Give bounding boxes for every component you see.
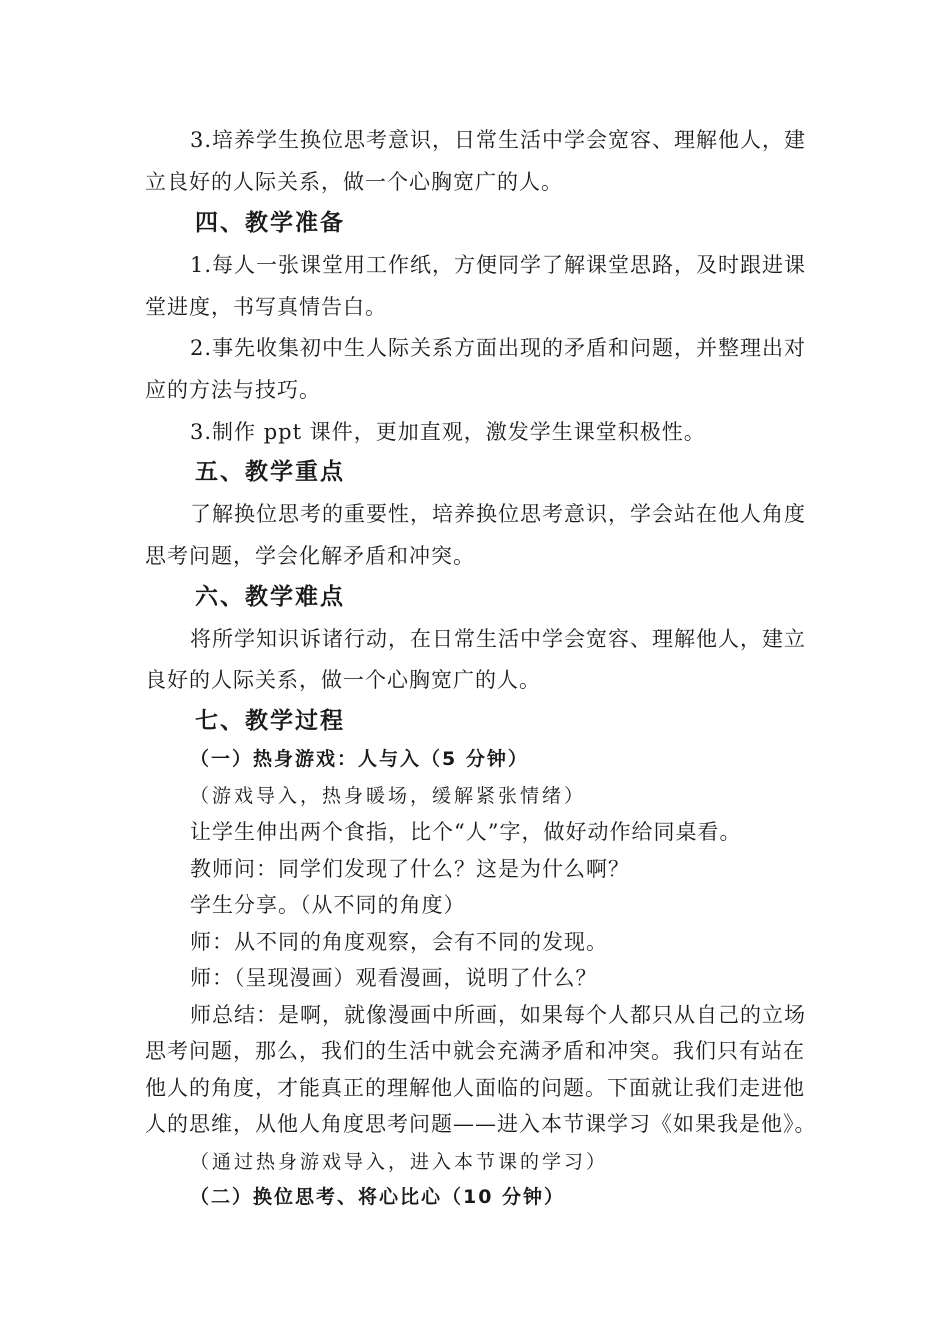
paragraph-line: 2.事先收集初中生人际关系方面出现的矛盾和问题，并整理出对 xyxy=(190,336,807,360)
paragraph-line: 人的思维，从他人角度思考问题——进入本节课学习《如果我是他》。 xyxy=(145,1112,817,1136)
paragraph-line: 1.每人一张课堂用工作纸，方便同学了解课堂思路，及时跟进课 xyxy=(190,253,807,277)
paragraph-line: 师：（呈现漫画）观看漫画，说明了什么？ xyxy=(190,966,598,990)
section-heading-difficulties: 六、教学难点 xyxy=(195,584,345,610)
section-heading-process: 七、教学过程 xyxy=(195,708,345,734)
paragraph-line: 将所学知识诉诸行动，在日常生活中学会宽容、理解他人，建立 xyxy=(190,627,806,651)
paragraph-line: 师：从不同的角度观察，会有不同的发现。 xyxy=(190,930,608,954)
paragraph-line: 应的方法与技巧。 xyxy=(145,378,321,402)
paragraph-line: 3.培养学生换位思考意识，日常生活中学会宽容、理解他人，建 xyxy=(190,128,807,152)
paragraph-line: 学生分享。（从不同的角度） xyxy=(190,893,466,917)
section-heading-key-points: 五、教学重点 xyxy=(195,459,345,485)
paragraph-line: 良好的人际关系，做一个心胸宽广的人。 xyxy=(145,668,541,692)
subheading-empathy: （二）换位思考、将心比心（10 分钟） xyxy=(190,1186,566,1208)
paragraph-line: 教师问：同学们发现了什么？这是为什么啊？ xyxy=(190,857,630,881)
paragraph-line: 思考问题，那么，我们的生活中就会充满矛盾和冲突。我们只有站在 xyxy=(145,1039,805,1063)
paragraph-line: 立良好的人际关系，做一个心胸宽广的人。 xyxy=(145,170,563,194)
subheading-warmup-game: （一）热身游戏：人与入（5 分钟） xyxy=(190,748,529,770)
section-heading-preparation: 四、教学准备 xyxy=(195,210,345,236)
paragraph-line: 堂进度，书写真情告白。 xyxy=(145,295,387,319)
paragraph-line: （通过热身游戏导入，进入本节课的学习） xyxy=(190,1151,609,1173)
paragraph-line: 他人的角度，才能真正的理解他人面临的问题。下面就让我们走进他 xyxy=(145,1076,805,1100)
paragraph-line: 了解换位思考的重要性，培养换位思考意识，学会站在他人角度 xyxy=(190,502,806,526)
paragraph-line: 思考问题，学会化解矛盾和冲突。 xyxy=(145,544,475,568)
paragraph-line: 让学生伸出两个食指，比个“人”字，做好动作给同桌看。 xyxy=(190,820,742,844)
paragraph-line: 师总结：是啊，就像漫画中所画，如果每个人都只从自己的立场 xyxy=(190,1003,806,1027)
paragraph-line: （游戏导入，热身暖场，缓解紧张情绪） xyxy=(190,785,587,807)
paragraph-line: 3.制作 ppt 课件，更加直观，激发学生课堂积极性。 xyxy=(190,420,706,444)
